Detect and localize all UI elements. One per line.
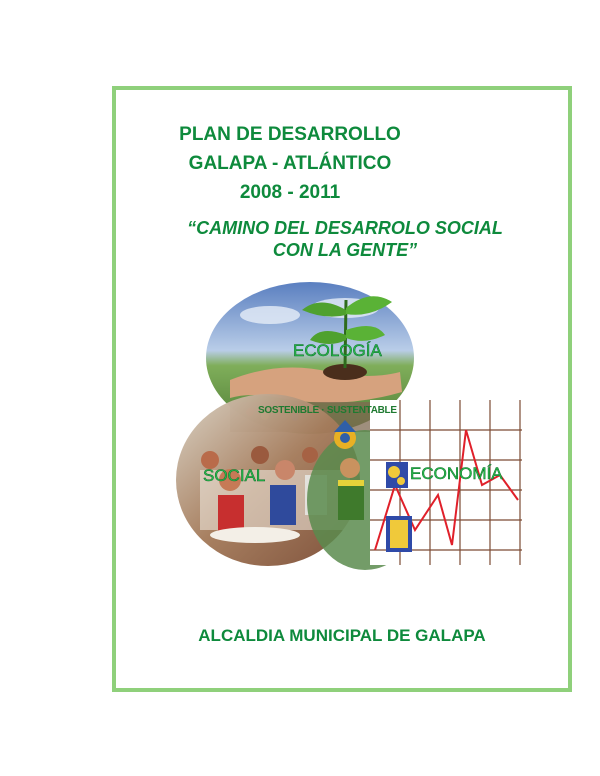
label-sostenible: SOSTENIBLE · SUSTENTABLE <box>258 405 397 416</box>
slogan-line2: CON LA GENTE” <box>272 240 418 260</box>
label-ecologia: ECOLOGÍA <box>293 341 382 360</box>
document-title-line2: GALAPA - ATLÁNTICO <box>188 153 392 174</box>
slogan-line1: “CAMINO DEL DESARROLO SOCIAL <box>187 218 503 238</box>
label-social: SOCIAL <box>203 466 266 485</box>
calculator-icon <box>386 516 412 552</box>
issuer-footer: ALCALDIA MUNICIPAL DE GALAPA <box>198 626 486 645</box>
venn-illustration <box>170 280 530 580</box>
document-title-years: 2008 - 2011 <box>239 182 341 203</box>
document-title-line1: PLAN DE DESARROLLO <box>179 124 401 145</box>
label-economia: ECONOMÍA <box>410 464 503 483</box>
gears-icon <box>386 462 408 488</box>
